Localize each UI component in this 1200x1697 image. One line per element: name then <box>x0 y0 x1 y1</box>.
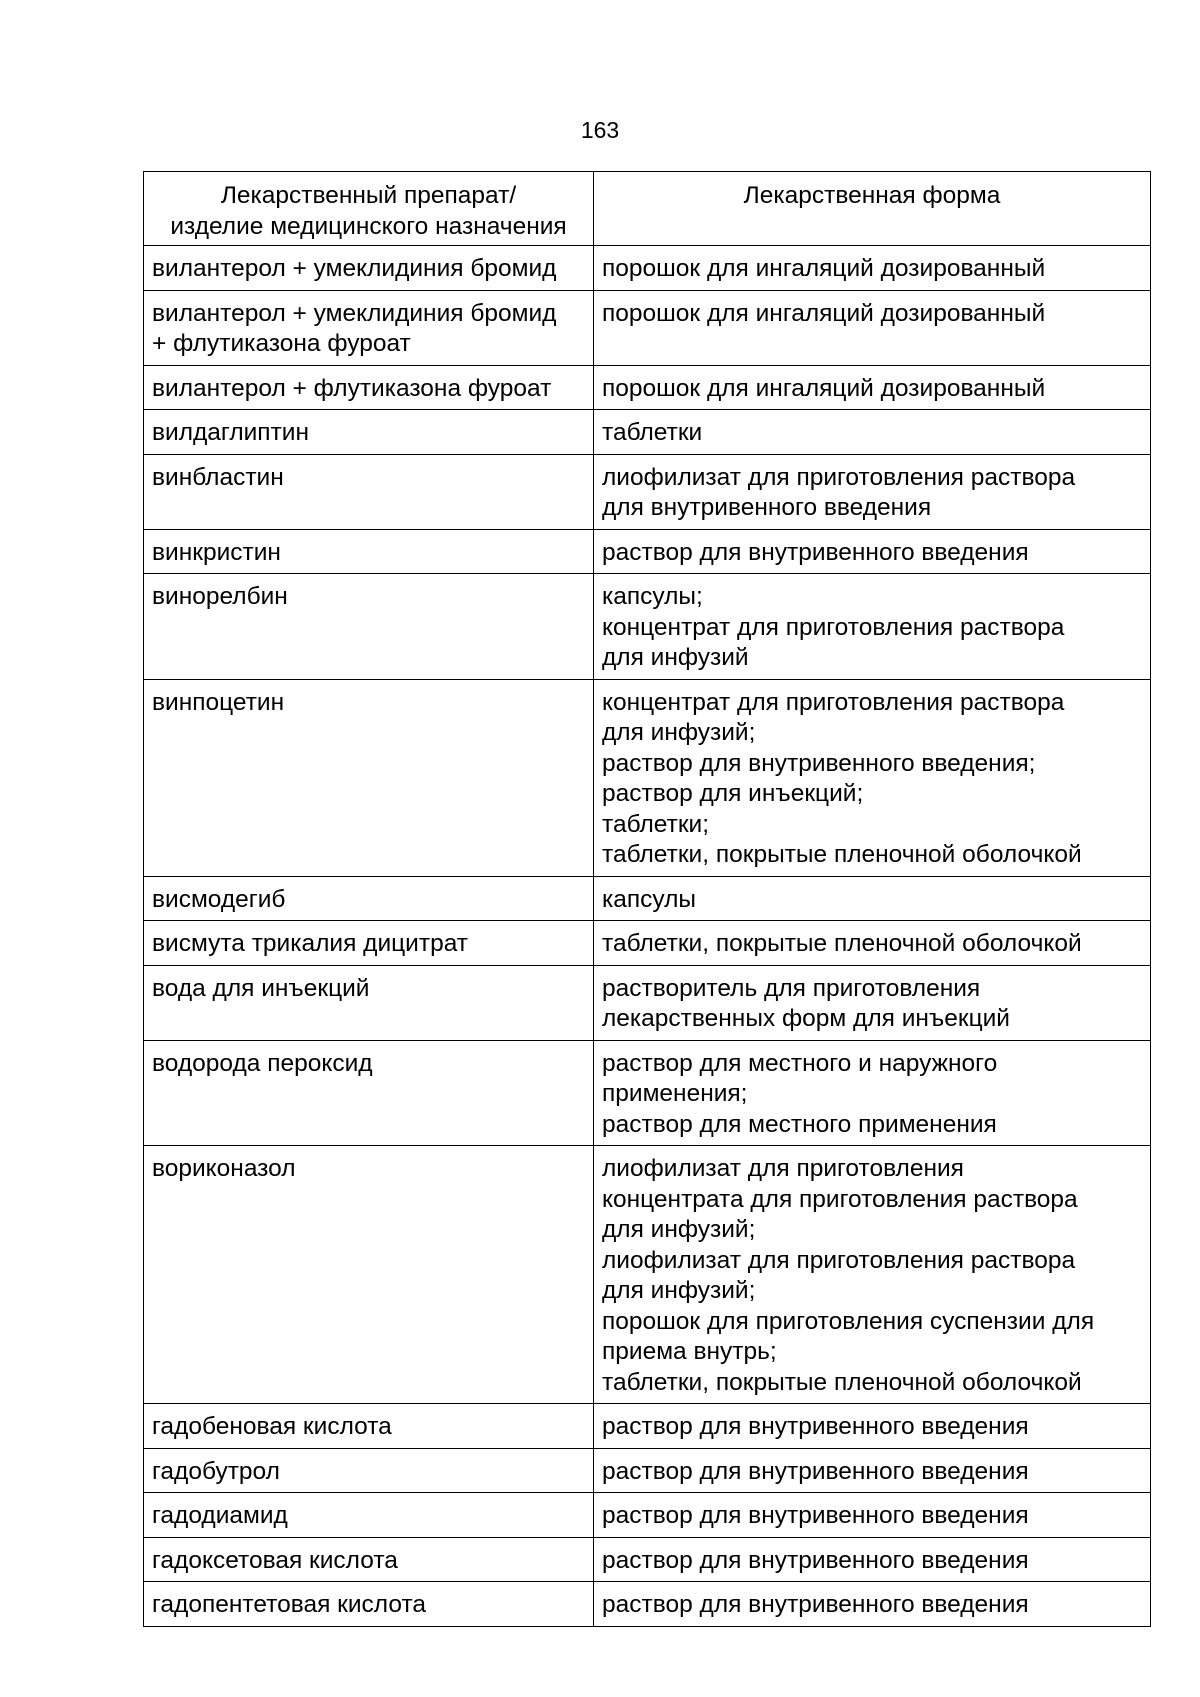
drug-cell-line: вилантерол + флутиказона фуроат <box>152 374 552 402</box>
drug-cell <box>144 1537 594 1582</box>
form-cell-line: капсулы; <box>602 583 703 610</box>
table-row <box>144 1493 1151 1538</box>
form-cell-line: лекарственных форм для инъекций <box>602 1005 1010 1032</box>
drug-cell <box>144 1493 594 1538</box>
form-cell-line: растворитель для приготовления <box>602 974 981 1002</box>
form-cell-line: порошок для приготовления суспензии для <box>602 1307 1095 1335</box>
form-cell-line: раствор для внутривенного введения <box>602 1591 1029 1618</box>
drug-cell-line: гадоксетовая кислота <box>152 1546 398 1574</box>
header-drug <box>144 172 594 246</box>
form-cell <box>594 246 1151 291</box>
table-row <box>144 529 1151 574</box>
form-cell-line: концентрат для приготовления раствора <box>602 613 1065 641</box>
form-cell <box>594 1448 1151 1493</box>
table-row <box>144 965 1151 1040</box>
table-row <box>144 1404 1151 1449</box>
drug-cell <box>144 454 594 529</box>
form-cell-line: для инфузий <box>602 644 749 671</box>
form-cell <box>594 679 1151 876</box>
form-cell <box>594 290 1151 365</box>
drug-cell <box>144 1040 594 1146</box>
drug-cell-line: гадодиамид <box>152 1502 288 1529</box>
drug-cell-line: вилантерол + умеклидиния бромид <box>152 299 557 327</box>
table-row <box>144 1146 1151 1404</box>
drug-cell <box>144 876 594 921</box>
form-cell-line: раствор для внутривенного введения <box>602 1413 1029 1440</box>
form-cell-line: таблетки, покрытые пленочной оболочкой <box>602 1368 1082 1396</box>
form-cell <box>594 529 1151 574</box>
table-header-row <box>144 172 1151 246</box>
form-cell-line: раствор для внутривенного введения <box>602 538 1029 566</box>
form-cell-line: приема внутрь; <box>602 1338 777 1365</box>
form-cell-line: лиофилизат для приготовления раствора <box>602 1246 1076 1274</box>
header-line: изделие медицинского назначения <box>170 212 567 240</box>
drug-cell-line: винорелбин <box>152 583 288 610</box>
table-row <box>144 410 1151 455</box>
form-cell-line: применения; <box>602 1080 748 1107</box>
drug-cell-line: винпоцетин <box>152 688 285 716</box>
form-cell <box>594 921 1151 966</box>
form-cell-line: раствор для местного применения <box>602 1110 997 1138</box>
header-form <box>594 172 1151 246</box>
drug-cell <box>144 290 594 365</box>
drug-cell <box>144 246 594 291</box>
drug-cell-line: винбластин <box>152 463 284 491</box>
form-cell-line: для инфузий; <box>602 719 756 746</box>
form-cell-line: концентрат для приготовления раствора <box>602 688 1065 716</box>
drug-cell-line: вода для инъекций <box>152 974 370 1002</box>
form-cell <box>594 574 1151 680</box>
page-number: 163 <box>580 117 620 143</box>
form-cell-line: капсулы <box>602 885 697 913</box>
form-cell-line: таблетки, покрытые пленочной оболочкой <box>602 841 1082 868</box>
form-cell-line: раствор для инъекций; <box>602 780 864 807</box>
form-cell <box>594 365 1151 410</box>
form-cell <box>594 1493 1151 1538</box>
form-cell <box>594 1146 1151 1404</box>
drug-cell <box>144 410 594 455</box>
drug-cell <box>144 921 594 966</box>
drug-cell <box>144 365 594 410</box>
form-cell-line: для инфузий; <box>602 1216 756 1243</box>
table-body <box>144 246 1151 1627</box>
header-line: Лекарственный препарат/ <box>220 182 517 209</box>
table-row <box>144 921 1151 966</box>
form-cell-line: раствор для местного и наружного <box>602 1049 998 1077</box>
drug-cell <box>144 1448 594 1493</box>
drug-cell <box>144 574 594 680</box>
table-row <box>144 574 1151 680</box>
table-row <box>144 1582 1151 1627</box>
drug-cell-line: водорода пероксид <box>152 1049 373 1077</box>
drug-cell <box>144 1146 594 1404</box>
drug-cell-line: + флутиказона фуроат <box>152 330 411 357</box>
drug-cell-line: висмодегиб <box>152 885 286 913</box>
form-cell <box>594 965 1151 1040</box>
form-cell-line: таблетки, покрытые пленочной оболочкой <box>602 930 1082 957</box>
drug-cell-line: висмута трикалия дицитрат <box>152 930 469 957</box>
form-cell-line: таблетки <box>602 419 703 446</box>
drug-cell-line: вилантерол + умеклидиния бромид <box>152 255 557 282</box>
table-row <box>144 679 1151 876</box>
drug-table <box>143 171 1151 1627</box>
table-row <box>144 1040 1151 1146</box>
drug-cell-line: гадобеновая кислота <box>152 1413 392 1440</box>
form-cell-line: раствор для внутривенного введения <box>602 1502 1029 1529</box>
form-cell-line: порошок для ингаляций дозированный <box>602 374 1046 402</box>
table-row <box>144 454 1151 529</box>
table-row <box>144 246 1151 291</box>
form-cell-line: порошок для ингаляций дозированный <box>602 255 1046 282</box>
form-cell-line: для внутривенного введения <box>602 494 932 521</box>
header-line: Лекарственная форма <box>743 182 1001 209</box>
form-cell <box>594 1040 1151 1146</box>
drug-cell-line: вориконазол <box>152 1155 296 1182</box>
table-row <box>144 1448 1151 1493</box>
drug-cell-line: винкристин <box>152 538 281 566</box>
form-cell-line: раствор для внутривенного введения <box>602 1546 1029 1574</box>
form-cell <box>594 876 1151 921</box>
drug-cell <box>144 679 594 876</box>
form-cell-line: порошок для ингаляций дозированный <box>602 299 1046 327</box>
drug-cell-line: вилдаглиптин <box>152 419 310 446</box>
form-cell <box>594 454 1151 529</box>
form-cell-line: концентрата для приготовления раствора <box>602 1185 1078 1213</box>
drug-cell-line: гадобутрол <box>152 1457 280 1485</box>
table-row <box>144 290 1151 365</box>
form-cell <box>594 1537 1151 1582</box>
form-cell <box>594 410 1151 455</box>
drug-cell <box>144 529 594 574</box>
form-cell-line: для инфузий; <box>602 1277 756 1304</box>
form-cell-line: таблетки; <box>602 810 710 838</box>
form-cell <box>594 1404 1151 1449</box>
drug-cell <box>144 1582 594 1627</box>
drug-cell-line: гадопентетовая кислота <box>152 1591 427 1618</box>
form-cell <box>594 1582 1151 1627</box>
form-cell-line: раствор для внутривенного введения; <box>602 749 1036 777</box>
table-row <box>144 1537 1151 1582</box>
form-cell-line: лиофилизат для приготовления <box>602 1155 964 1182</box>
form-cell-line: лиофилизат для приготовления раствора <box>602 463 1076 491</box>
form-cell-line: раствор для внутривенного введения <box>602 1457 1029 1485</box>
drug-cell <box>144 1404 594 1449</box>
table-row <box>144 876 1151 921</box>
table-row <box>144 365 1151 410</box>
drug-cell <box>144 965 594 1040</box>
